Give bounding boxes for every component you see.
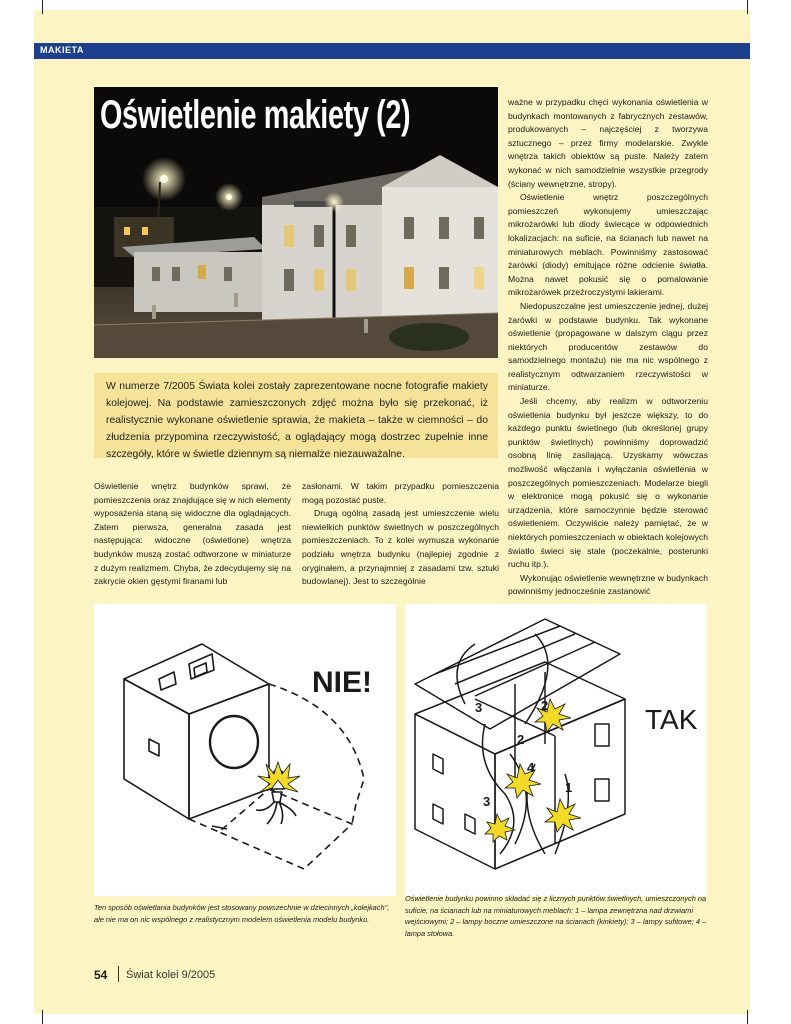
magazine-issue: Świat kolei 9/2005: [126, 969, 216, 981]
paragraph: Oświetlenie wnętrz budynków sprawi, że pomieszczenia oraz znajdujące się w nich elementy wyposażenia staną się widoczne dla oglądających. Zatem pierwsza, generalna zasada jest następująca: widoczne (oświetlone) wnętrza budynków muszą zostać odtworzone w miniaturze z dużym realizmem. Chyba, że zdecydujemy się na zakrycie okien gęstymi firanami lub: [94, 481, 291, 587]
yes-label: TAK: [645, 704, 698, 735]
light-number-label: 2: [541, 698, 549, 713]
article-title: Oświetlenie makiety (2): [100, 93, 411, 137]
light-number-label: 1: [565, 780, 573, 795]
sketch-multiple-lights: [405, 604, 707, 896]
footer-divider: [118, 966, 119, 982]
no-label: NIE!: [312, 666, 372, 699]
light-number-label: 3: [475, 700, 483, 715]
night-station-photo: [94, 87, 498, 358]
crop-mark: [42, 1010, 43, 1024]
light-number-label: 2: [517, 732, 525, 747]
figure-wrong-lighting: [94, 604, 396, 896]
text-column-1: [94, 480, 291, 589]
lead-box: [94, 373, 498, 458]
light-number-label: 4: [527, 760, 535, 775]
paragraph: Drugą ogólną zasadą jest umieszczenie wielu niewielkich punktów świetlnych w poszczególnych pomieszczeniach. To z kolei wymusza wykonanie podziału wnętrza budynku (najlepiej zgodnie z oryginałem, a przynajmniej z zasadami tzw. sztuki budowlanej). Jest to szczególnie: [302, 508, 499, 587]
paragraph: Oświetlenie wnętrz poszczególnych pomieszczeń wykonujemy umieszczając mikrożarówki lub diody świecące w odpowiednich lokalizacjach: na suficie, na ścianach lub nawet na miniaturowych meblach. Powinniśmy zastosować żarówki (diody) emitujące różne odcienie światła. Można nawet pokusić się o pomalowanie mikrożarówek przeźroczystymi lakierami.: [508, 192, 708, 298]
figure-caption-1: Ten sposób oświetlania budynków jest stosowany powszechnie w dziecinnych „kolejkach", ale nie ma on nic wspólnego z realistycznym modelem oświetlenia modelu budynku.: [94, 903, 390, 924]
text-column-2: [302, 480, 499, 589]
crop-mark: [42, 0, 43, 14]
paragraph: zasłonami. W takim przypadku pomieszczenia mogą pozostać puste.: [302, 481, 499, 505]
section-label: MAKIETA: [40, 45, 84, 55]
crop-mark: [747, 1010, 748, 1024]
light-number-label: 3: [483, 794, 491, 809]
figure-correct-lighting: [405, 604, 707, 896]
section-bar: [34, 43, 750, 59]
paragraph: Jeśli chcemy, aby realizm w odtworzeniu oświetlenia budynku był jeszcze większy, to do każdego punktu świetlnego (lub określonej grupy punktów świetlnych) powinniśmy doprowadzić osobną linię zasilającą. Uzyskamy wówczas możliwość włączania i wyłączania oświetlenia w poszczególnych pomieszczeniach. Modelarze biegli w elektronice mogą pokusić się o wykonanie urządzenia, które samoczynnie będzie sterować oświetleniem. Oczywiście należy pamiętać, że w niektórych pomieszczeniach w obiektach kolejowych światło świeci się stale (poczekalnie, posterunki ruchu itp.).: [508, 396, 708, 570]
sketch-single-bulb: [94, 604, 396, 896]
crop-mark: [747, 0, 748, 14]
paragraph: Wykonując oświetlenie wewnętrzne w budynkach powinniśmy jednocześnie zastanowić: [508, 572, 708, 597]
text-column-3: [508, 96, 708, 599]
figure-caption-2: Oświetlenie budynku powinno składać się z licznych punktów świetlnych, umieszczonych na suficie, na ścianach lub na miniaturowych meblach: 1 – lampa zewnętrzna nad drzwiami wejściowymi; 2 – lampy boczne umieszczone na ścianach (kinkiety); 3 – lampy sufitowe; 4 – lampa stołowa.: [405, 894, 707, 938]
page-number: 54: [94, 968, 108, 982]
paragraph: Niedopuszczalne jest umieszczenie jednej, dużej żarówki w podstawie budynku. Tak wykonane oświetlenie (propagowane w dalszym ciągu przez niektórych producentów zestawów do samodzielnego montażu) nie ma nic wspólnego z realistycznym odtwarzaniem rzeczywistości w miniaturze.: [508, 300, 708, 393]
lead-text: W numerze 7/2005 Świata kolei zostały zaprezentowane nocne fotografie makiety kolejowej. Na podstawie zamieszczonych zdjęć można było się przekonać, iż realistycznie wykonane oświetlenie sprawia, że makieta – także w ciemności – do złudzenia przypomina rzeczywistość, a oglądający mogą dostrzec zupełnie inne szczegóły, które w świetle dziennym są niemalże niezauważalne.: [106, 381, 488, 460]
paragraph: ważne w przypadku chęci wykonania oświetlenia w budynkach montowanych z fabrycznych zestawów, produkowanych – najczęściej z tworzywa sztucznego – przez firmy modelarskie. Zwykle wnętrza takich obiektów są puste. Należy zatem wykonać w nich samodzielnie wszystkie przegrody (ściany wewnętrzne, stropy).: [508, 97, 708, 189]
